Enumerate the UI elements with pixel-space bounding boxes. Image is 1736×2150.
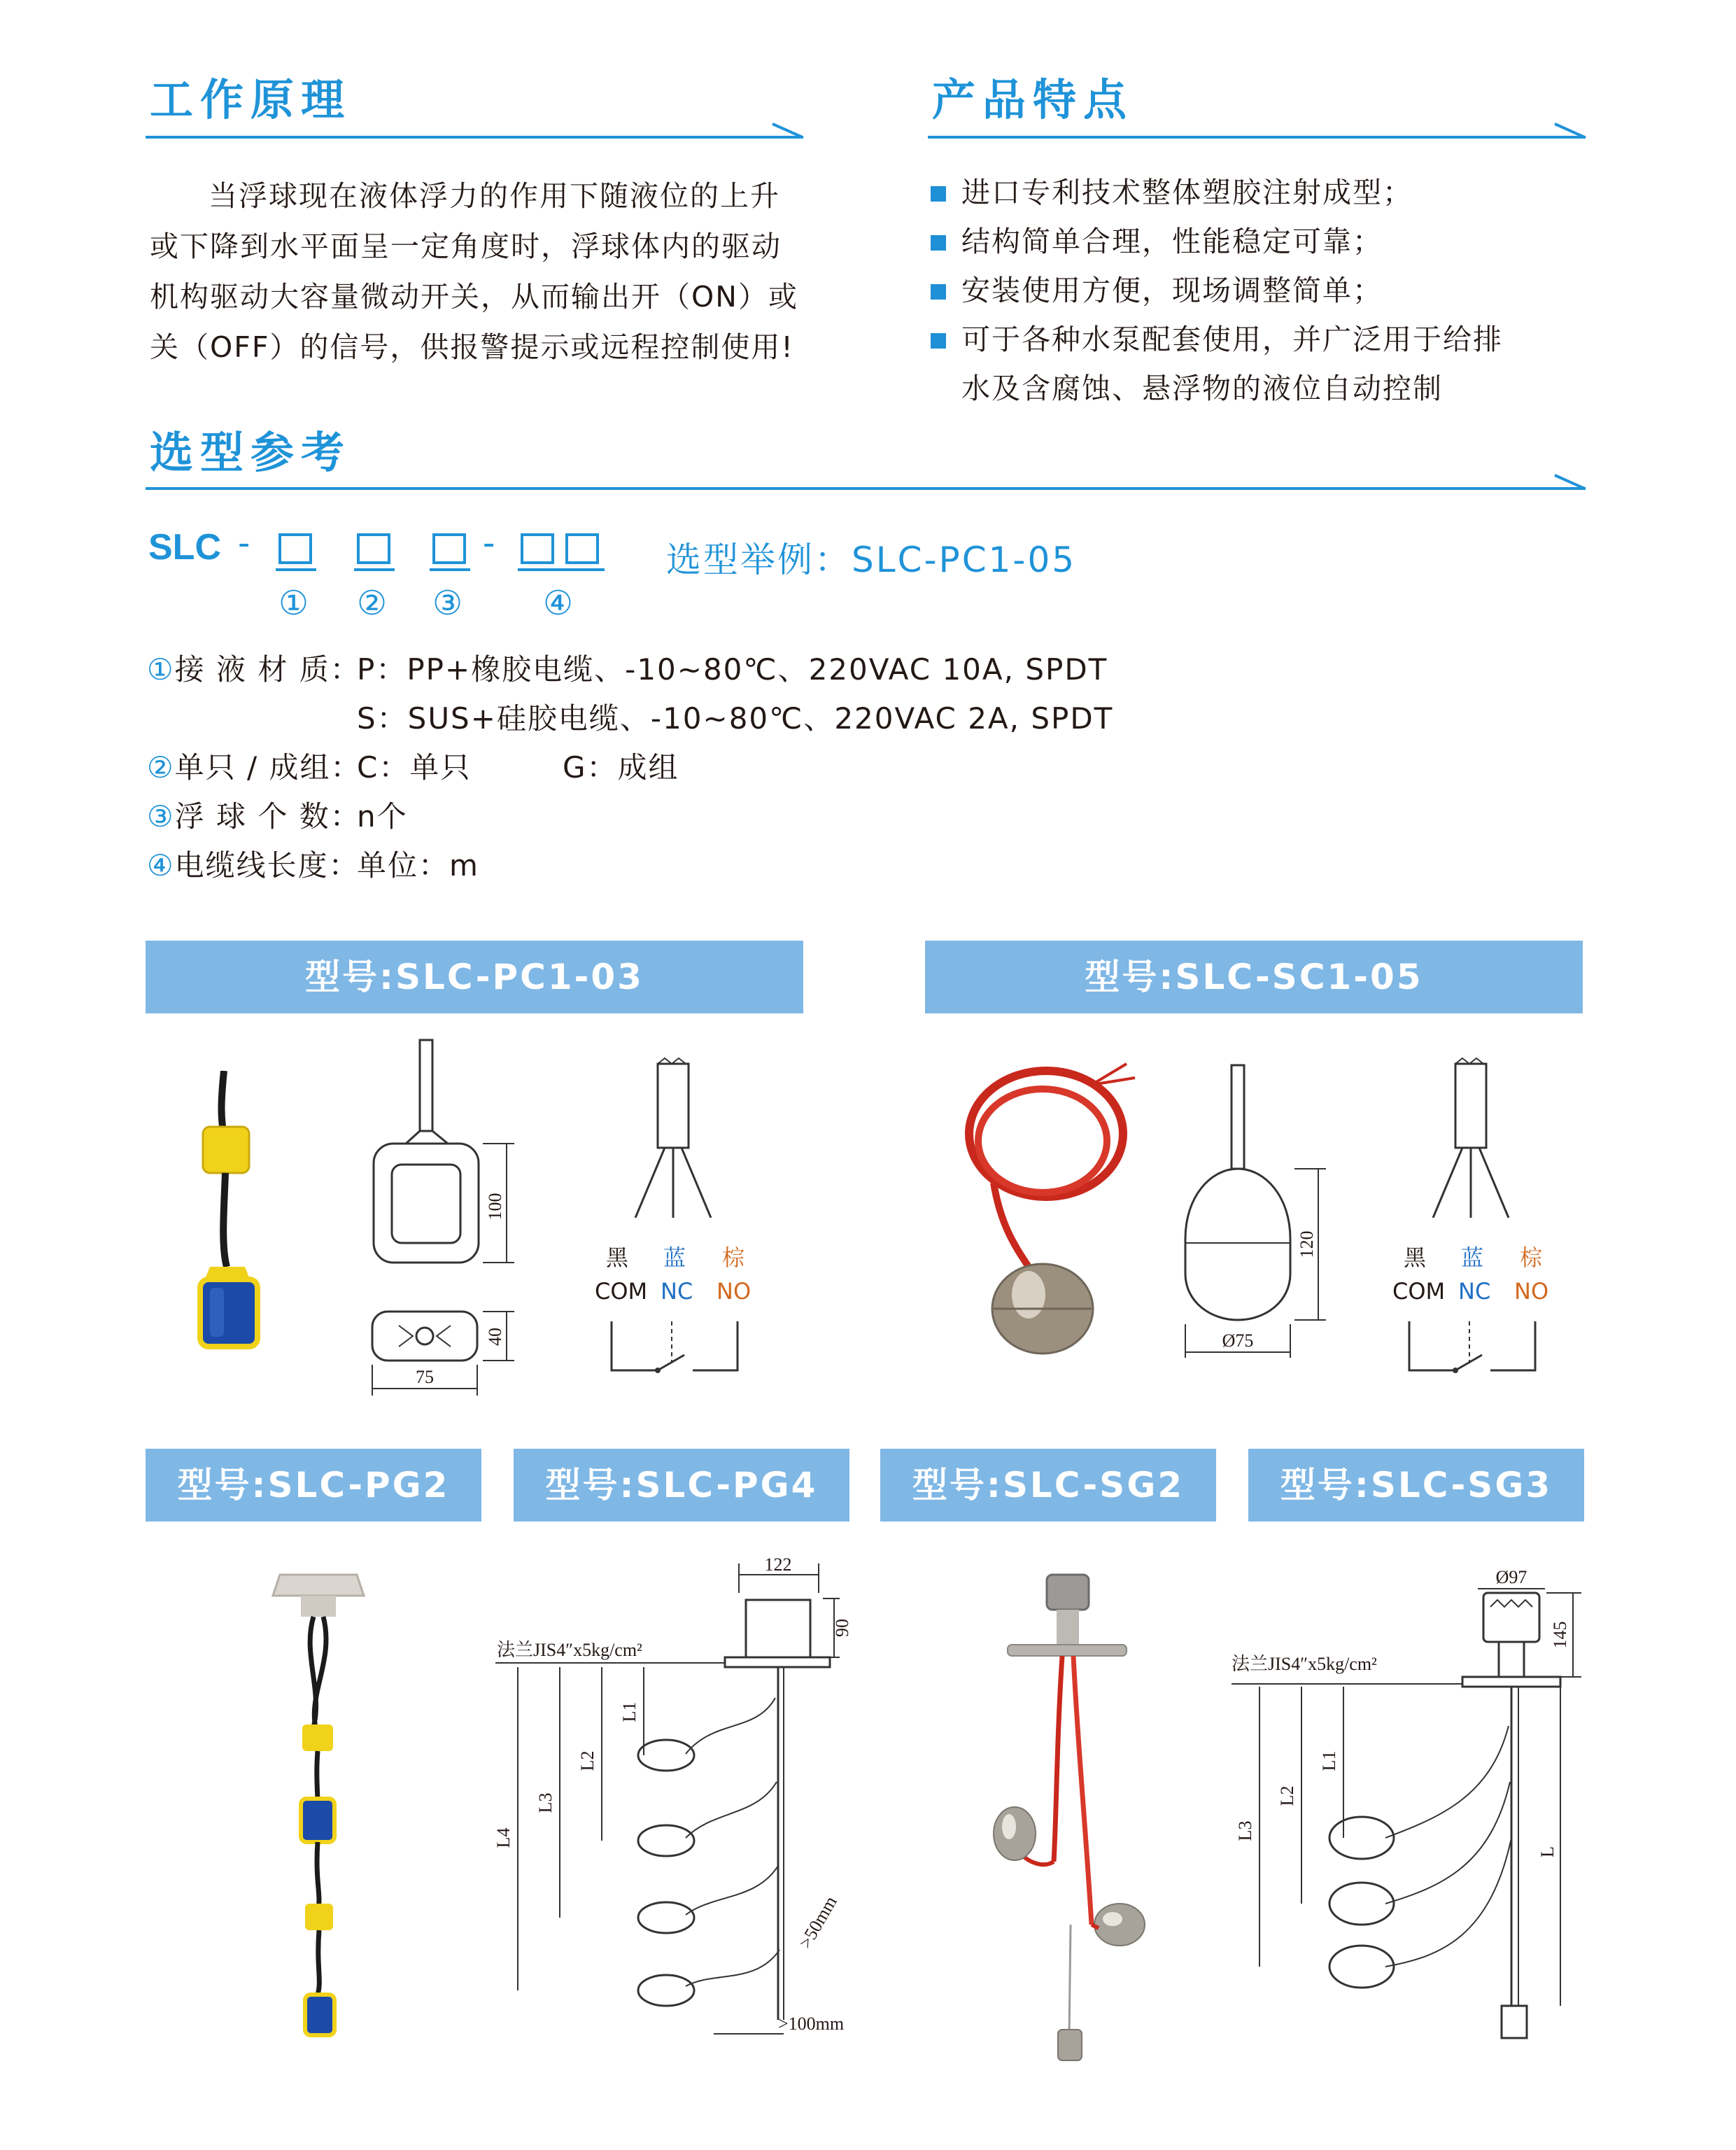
sc1-wire-black: 黑 bbox=[1404, 1244, 1427, 1271]
sc1-terminal-no: NO bbox=[1514, 1278, 1549, 1305]
principle-title-underline bbox=[146, 136, 803, 139]
sg3-dim-diameter: Ø97 bbox=[1495, 1567, 1527, 1587]
code-index-4: ④ bbox=[543, 584, 574, 623]
spec-row-ball-count: ③浮 球 个 数： bbox=[147, 799, 361, 834]
sg3-l2: L2 bbox=[1277, 1785, 1297, 1806]
pc1-dim-height: 100 bbox=[485, 1193, 505, 1221]
principle-paragraph bbox=[150, 171, 814, 372]
sc1-switch-schematic bbox=[1399, 1319, 1553, 1382]
principle-section-title: 工作原理 bbox=[150, 74, 352, 125]
pc1-switch-schematic bbox=[602, 1319, 756, 1382]
sg3-l3: L3 bbox=[1235, 1820, 1255, 1841]
feature-item-continuation: 水及含腐蚀、悬浮物的液位自动控制 bbox=[961, 372, 1443, 405]
pc1-float-photo bbox=[175, 1071, 280, 1365]
principle-line-2: 或下降到水平面呈一定角度时，浮球体内的驱动 bbox=[150, 230, 782, 263]
pg4-gap-100: >100mm bbox=[778, 2014, 845, 2034]
code-underline-4 bbox=[518, 568, 605, 571]
spec-value-material-s: S：SUS+硅胶电缆、-10~80℃、220VAC 2A, SPDT bbox=[357, 701, 1114, 736]
model-code-dash-2: - bbox=[483, 523, 495, 563]
code-index-3: ③ bbox=[432, 584, 463, 623]
selection-title-underline bbox=[146, 487, 1586, 490]
model-banner-pg4: 型号:SLC-PG4 bbox=[514, 1449, 849, 1522]
pc1-terminal-no: NO bbox=[717, 1278, 751, 1305]
sc1-terminal-nc: NC bbox=[1458, 1278, 1491, 1305]
principle-line-4: 关（OFF）的信号，供报警提示或远程控制使用! bbox=[150, 330, 794, 364]
code-box-1 bbox=[278, 533, 312, 564]
square-bullet-icon bbox=[931, 333, 946, 349]
sc1-dim-height: 120 bbox=[1297, 1230, 1317, 1258]
sg3-dim-height: 145 bbox=[1550, 1621, 1570, 1649]
model-code-dash-1: - bbox=[238, 523, 250, 563]
code-box-2 bbox=[357, 533, 390, 564]
sg3-dimension-drawing bbox=[1232, 1558, 1581, 2048]
pc1-terminal-nc: NC bbox=[661, 1278, 693, 1305]
sc1-float-photo bbox=[952, 1057, 1141, 1365]
model-banner-pg2: 型号:SLC-PG2 bbox=[146, 1449, 481, 1522]
features-title-underline bbox=[928, 136, 1586, 139]
spec-row-cable-length: ④电缆线长度： bbox=[147, 848, 360, 883]
pg4-flange-label: 法兰JIS4″x5kg/cm² bbox=[497, 1640, 642, 1660]
feature-item: 安装使用方便，现场调整简单； bbox=[931, 266, 1616, 315]
spec-value-ball-count: n个 bbox=[357, 799, 408, 834]
sc1-wire-blue: 蓝 bbox=[1461, 1244, 1484, 1271]
spec-value-group: G：成组 bbox=[563, 750, 679, 785]
principle-line-1: 当浮球现在液体浮力的作用下随液位的上升 bbox=[209, 179, 780, 213]
spec-value-cable-length: 单位：m bbox=[357, 848, 479, 883]
pg4-dimension-drawing bbox=[490, 1558, 854, 2062]
pc1-wire-brown: 棕 bbox=[722, 1244, 745, 1271]
pg4-gap-50: >50mm bbox=[795, 1892, 841, 1952]
selection-example: 选型举例：SLC-PC1-05 bbox=[666, 540, 1077, 580]
pg4-l2: L2 bbox=[577, 1750, 598, 1771]
pc1-wire-blue: 蓝 bbox=[663, 1244, 686, 1271]
features-section-title: 产品特点 bbox=[932, 74, 1134, 125]
model-banner-sc1: 型号:SLC-SC1-05 bbox=[925, 941, 1583, 1013]
pg4-dim-height: 90 bbox=[832, 1619, 852, 1637]
spec-row-single-group: ②单只 / 成组： bbox=[147, 750, 362, 785]
code-underline-1 bbox=[276, 568, 316, 571]
square-bullet-icon bbox=[931, 284, 946, 300]
sg3-l: L bbox=[1537, 1846, 1558, 1857]
pc1-dim-depth: 40 bbox=[485, 1328, 505, 1346]
code-box-4b bbox=[565, 533, 599, 564]
pc1-dim-width: 75 bbox=[416, 1367, 434, 1387]
features-list bbox=[931, 168, 1616, 413]
pg4-l4: L4 bbox=[493, 1827, 514, 1848]
pg4-l3: L3 bbox=[535, 1792, 556, 1813]
square-bullet-icon bbox=[931, 186, 946, 202]
model-code-prefix: SLC bbox=[148, 527, 221, 568]
code-index-1: ① bbox=[278, 584, 309, 623]
model-banner-pc1: 型号:SLC-PC1-03 bbox=[146, 941, 803, 1013]
pg4-l1: L1 bbox=[619, 1701, 640, 1722]
pc1-wiring-cable-drawing bbox=[616, 1057, 756, 1218]
feature-item: 进口专利技术整体塑胶注射成型； bbox=[931, 168, 1616, 217]
principle-line-3: 机构驱动大容量微动开关，从而输出开（ON）或 bbox=[150, 280, 798, 314]
spec-value-single: C：单只 bbox=[357, 750, 472, 785]
sg3-flange-label: 法兰JIS4″x5kg/cm² bbox=[1232, 1654, 1377, 1674]
pc1-wire-black: 黑 bbox=[606, 1244, 629, 1271]
sc1-dim-diameter: Ø75 bbox=[1222, 1330, 1254, 1351]
model-banner-sg2: 型号:SLC-SG2 bbox=[880, 1449, 1216, 1522]
pg4-dim-width: 122 bbox=[764, 1558, 792, 1575]
sc1-dimension-drawing bbox=[1176, 1064, 1336, 1365]
sg2-float-group-photo bbox=[980, 1561, 1162, 2065]
sg3-l1: L1 bbox=[1319, 1750, 1339, 1771]
code-box-4a bbox=[521, 533, 554, 564]
spec-value-material-p: P：PP+橡胶电缆、-10~80℃、220VAC 10A, SPDT bbox=[357, 652, 1108, 687]
model-banner-sg3: 型号:SLC-SG3 bbox=[1248, 1449, 1584, 1522]
pc1-dimension-drawing-bottom bbox=[364, 1305, 518, 1403]
code-index-2: ② bbox=[357, 584, 388, 623]
pc1-terminal-com: COM bbox=[595, 1278, 648, 1305]
code-underline-2 bbox=[354, 568, 395, 571]
code-box-3 bbox=[432, 533, 466, 564]
code-underline-3 bbox=[430, 568, 470, 571]
sc1-wire-brown: 棕 bbox=[1520, 1244, 1543, 1271]
pg2-float-group-photo bbox=[259, 1561, 378, 2044]
square-bullet-icon bbox=[931, 235, 946, 251]
pc1-dimension-drawing-front bbox=[364, 1039, 518, 1291]
spec-row-material: ①接 液 材 质： bbox=[147, 652, 361, 687]
feature-item: 结构简单合理，性能稳定可靠； bbox=[931, 217, 1616, 266]
selection-section-title: 选型参考 bbox=[150, 427, 352, 478]
feature-item: 可于各种水泵配套使用，并广泛用于给排 bbox=[931, 315, 1616, 364]
sc1-terminal-com: COM bbox=[1392, 1278, 1446, 1305]
sc1-wiring-cable-drawing bbox=[1413, 1057, 1553, 1218]
